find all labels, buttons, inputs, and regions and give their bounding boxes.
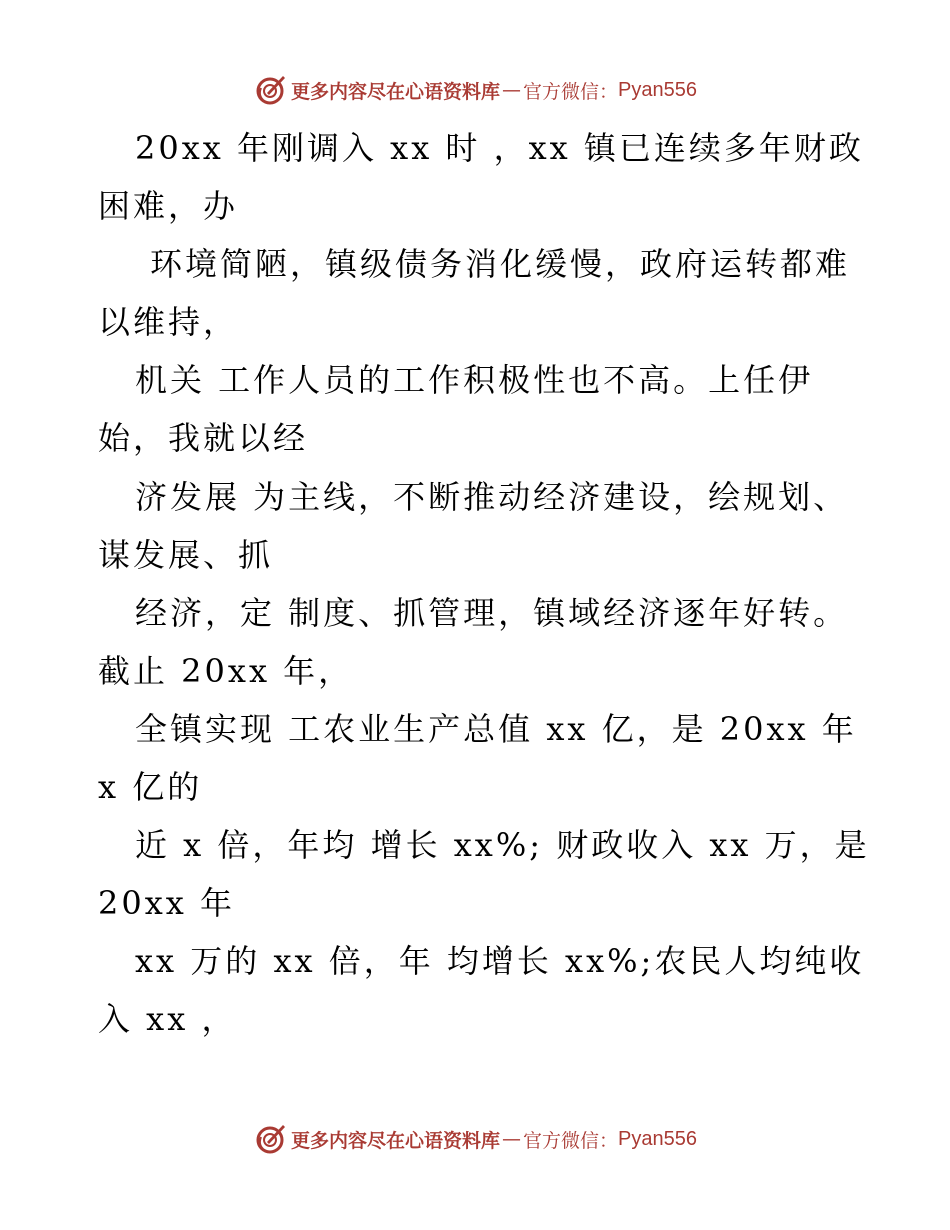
- body-line: 济发展 为主线，不断推动经济建设，绘规划、: [135, 478, 849, 516]
- quill-seal-icon: [253, 1122, 287, 1156]
- body-line: 20xx 年刚调入 xx 时 ，xx 镇已连续多年财政: [135, 129, 864, 167]
- body-line: 以维持，: [98, 303, 239, 341]
- body-line: 机关 工作人员的工作积极性也不高。上任伊: [135, 361, 814, 399]
- body-line: 入 xx ，: [98, 1000, 237, 1038]
- body-line: 谋发展、抓: [98, 536, 274, 574]
- header-wechat-id: Pyan556: [618, 78, 697, 101]
- header-brand: 更多内容尽在心语资料库: [291, 80, 501, 103]
- body-line: 20xx 年: [98, 884, 235, 922]
- body-line: 近 x 倍，年均 增长 xx%; 财政收入 xx 万，是: [135, 826, 870, 864]
- footer-separator: —: [502, 1128, 522, 1150]
- header-separator: —: [502, 79, 522, 101]
- body-line: x 亿的: [98, 768, 203, 806]
- body-line: 环境简陋，镇级债务消化缓慢，政府运转都难: [150, 245, 851, 283]
- footer-wechat-label: 官方微信：: [523, 1129, 619, 1152]
- body-line: 困难，办: [98, 187, 239, 225]
- body-line: 经济，定 制度、抓管理，镇域经济逐年好转。: [135, 594, 849, 632]
- body-line: xx 万的 xx 倍，年 均增长 xx%;农民人均纯收: [135, 942, 865, 980]
- footer-banner: [0, 1119, 950, 1159]
- body-line: 始，我就以经: [98, 419, 309, 457]
- header-wechat-label: 官方微信：: [523, 80, 619, 103]
- body-line: 全镇实现 工农业生产总值 xx 亿，是 20xx 年: [135, 710, 857, 748]
- body-line: 截止 20xx 年，: [98, 652, 354, 690]
- footer-brand: 更多内容尽在心语资料库: [291, 1129, 501, 1152]
- footer-wechat-id: Pyan556: [618, 1127, 697, 1150]
